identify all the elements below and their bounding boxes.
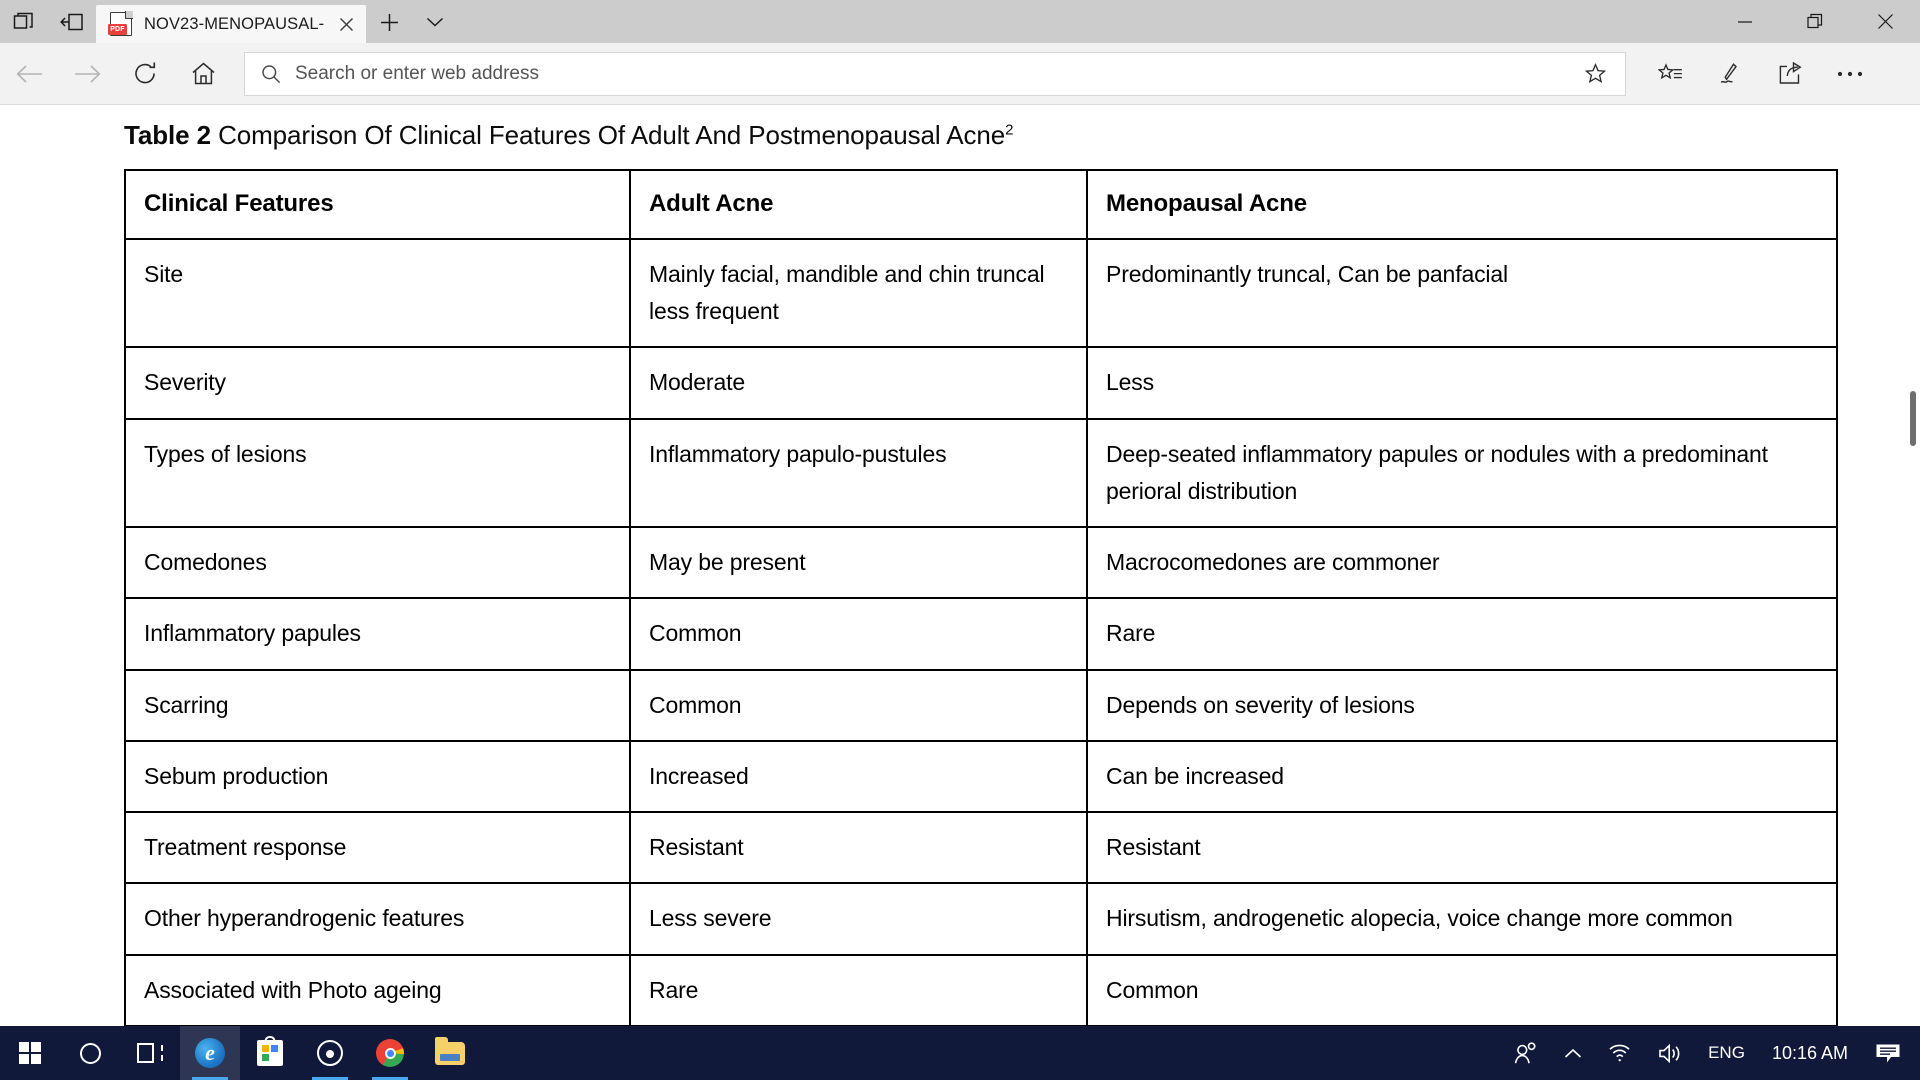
cell-menopausal: Hirsutism, androgenetic alopecia, voice change more common <box>1087 883 1837 954</box>
cell-adult: Mainly facial, mandible and chin truncal less frequent <box>630 239 1087 348</box>
forward-arrow-icon[interactable] <box>58 50 116 98</box>
taskbar-item-store[interactable] <box>240 1026 300 1080</box>
new-tab-button[interactable] <box>366 1 412 43</box>
search-icon <box>261 64 281 84</box>
taskbar-item-cortana-app[interactable] <box>300 1026 360 1080</box>
tab-preview-icon[interactable] <box>0 0 48 43</box>
system-tray <box>1501 1026 1920 1080</box>
cell-menopausal: Less <box>1087 347 1837 418</box>
close-button[interactable] <box>1850 0 1920 43</box>
vertical-scrollbar[interactable] <box>1906 106 1920 1026</box>
home-icon[interactable] <box>174 50 232 98</box>
table-caption <box>124 120 1920 151</box>
start-button[interactable] <box>0 1026 60 1080</box>
cell-menopausal: Common <box>1087 955 1837 1026</box>
set-tabs-aside-icon[interactable] <box>48 0 96 43</box>
favorites-hub-icon[interactable] <box>1640 50 1700 98</box>
cell-feature: Other hyperandrogenic features <box>125 883 630 954</box>
column-header-menopausal-acne: Menopausal Acne <box>1087 170 1837 239</box>
edge-browser-icon: e <box>195 1038 225 1068</box>
table-row <box>125 955 1837 1026</box>
cell-menopausal: Deep-seated inflammatory papules or nodules with a predominant perioral distribution <box>1087 419 1837 528</box>
table-row <box>125 598 1837 669</box>
pdf-page <box>0 106 1920 1026</box>
address-bar[interactable] <box>244 52 1626 96</box>
cell-feature: Treatment response <box>125 812 630 883</box>
task-view-button[interactable] <box>120 1026 180 1080</box>
tab-close-icon[interactable] <box>330 8 362 40</box>
more-options-icon[interactable] <box>1820 50 1880 98</box>
cell-adult: May be present <box>630 527 1087 598</box>
navbar-actions <box>1640 50 1880 98</box>
cell-feature: Scarring <box>125 670 630 741</box>
clock[interactable]: 10:16 AM <box>1771 1042 1848 1063</box>
table-row <box>125 670 1837 741</box>
cortana-ring-icon <box>80 1043 101 1064</box>
cell-menopausal: Depends on severity of lesions <box>1087 670 1837 741</box>
cortana-app-icon <box>317 1040 343 1066</box>
refresh-icon[interactable] <box>116 50 174 98</box>
chrome-browser-icon <box>376 1039 404 1067</box>
window-controls <box>1710 0 1920 43</box>
table-body <box>125 239 1837 1026</box>
pdf-file-icon <box>110 12 132 36</box>
microsoft-store-icon <box>257 1040 283 1066</box>
task-view-icon <box>137 1043 163 1063</box>
restore-button[interactable] <box>1780 0 1850 43</box>
browser-navbar <box>0 43 1920 105</box>
scrollbar-thumb[interactable] <box>1910 391 1916 446</box>
cell-feature: Comedones <box>125 527 630 598</box>
titlebar-drag-region <box>458 0 1710 43</box>
pdf-badge-label: PDF <box>108 24 127 35</box>
volume-icon[interactable] <box>1645 1026 1695 1080</box>
table-header-row <box>125 170 1837 239</box>
cell-feature: Site <box>125 239 630 348</box>
notes-pen-icon[interactable] <box>1700 50 1760 98</box>
windows-taskbar <box>0 1026 1920 1080</box>
taskbar-item-explorer[interactable] <box>420 1026 480 1080</box>
tab-title: NOV23-MENOPAUSAL- <box>144 14 325 33</box>
cell-adult: Common <box>630 598 1087 669</box>
cell-menopausal: Can be increased <box>1087 741 1837 812</box>
taskbar-item-chrome[interactable] <box>360 1026 420 1080</box>
column-header-clinical-features: Clinical Features <box>125 170 630 239</box>
clinical-features-table <box>124 169 1838 1026</box>
cell-feature: Associated with Photo ageing <box>125 955 630 1026</box>
tray-overflow-chevron-icon[interactable] <box>1551 1026 1595 1080</box>
network-wifi-icon[interactable] <box>1595 1026 1645 1080</box>
table-row <box>125 741 1837 812</box>
minimize-button[interactable] <box>1710 0 1780 43</box>
table-row <box>125 347 1837 418</box>
chevron-down-icon[interactable] <box>412 1 458 43</box>
cell-feature: Types of lesions <box>125 419 630 528</box>
windows-logo-icon <box>19 1042 41 1064</box>
cell-menopausal: Rare <box>1087 598 1837 669</box>
share-icon[interactable] <box>1760 50 1820 98</box>
table-row <box>125 419 1837 528</box>
cell-adult: Less severe <box>630 883 1087 954</box>
table-row <box>125 527 1837 598</box>
browser-titlebar <box>0 0 1920 43</box>
table-caption-superscript: 2 <box>1005 121 1014 139</box>
cell-adult: Rare <box>630 955 1087 1026</box>
file-explorer-icon <box>435 1042 465 1065</box>
table-header <box>125 170 1837 239</box>
cell-menopausal: Predominantly truncal, Can be panfacial <box>1087 239 1837 348</box>
cell-feature: Sebum production <box>125 741 630 812</box>
cell-menopausal: Macrocomedones are commoner <box>1087 527 1837 598</box>
address-input[interactable]: Search or enter web address <box>295 62 539 84</box>
cell-feature: Severity <box>125 347 630 418</box>
table-row <box>125 883 1837 954</box>
taskbar-item-edge[interactable] <box>180 1026 240 1080</box>
cell-menopausal: Resistant <box>1087 812 1837 883</box>
cortana-search-button[interactable] <box>60 1026 120 1080</box>
back-arrow-icon[interactable] <box>0 50 58 98</box>
language-indicator[interactable]: ENG <box>1708 1043 1745 1062</box>
table-caption-text: Comparison Of Clinical Features Of Adult And Postmenopausal Acne <box>210 120 1006 150</box>
cell-adult: Common <box>630 670 1087 741</box>
pdf-viewer-content[interactable] <box>0 106 1920 1026</box>
browser-tab[interactable] <box>96 5 366 43</box>
cell-adult: Resistant <box>630 812 1087 883</box>
column-header-adult-acne: Adult Acne <box>630 170 1087 239</box>
cell-adult: Inflammatory papulo-pustules <box>630 419 1087 528</box>
cell-adult: Increased <box>630 741 1087 812</box>
favorite-star-icon[interactable] <box>1575 63 1615 84</box>
people-icon[interactable] <box>1501 1026 1551 1080</box>
table-row <box>125 812 1837 883</box>
table-caption-label: Table 2 <box>124 120 211 150</box>
cell-feature: Inflammatory papules <box>125 598 630 669</box>
cell-adult: Moderate <box>630 347 1087 418</box>
action-center-icon[interactable] <box>1862 1026 1914 1080</box>
table-row <box>125 239 1837 348</box>
